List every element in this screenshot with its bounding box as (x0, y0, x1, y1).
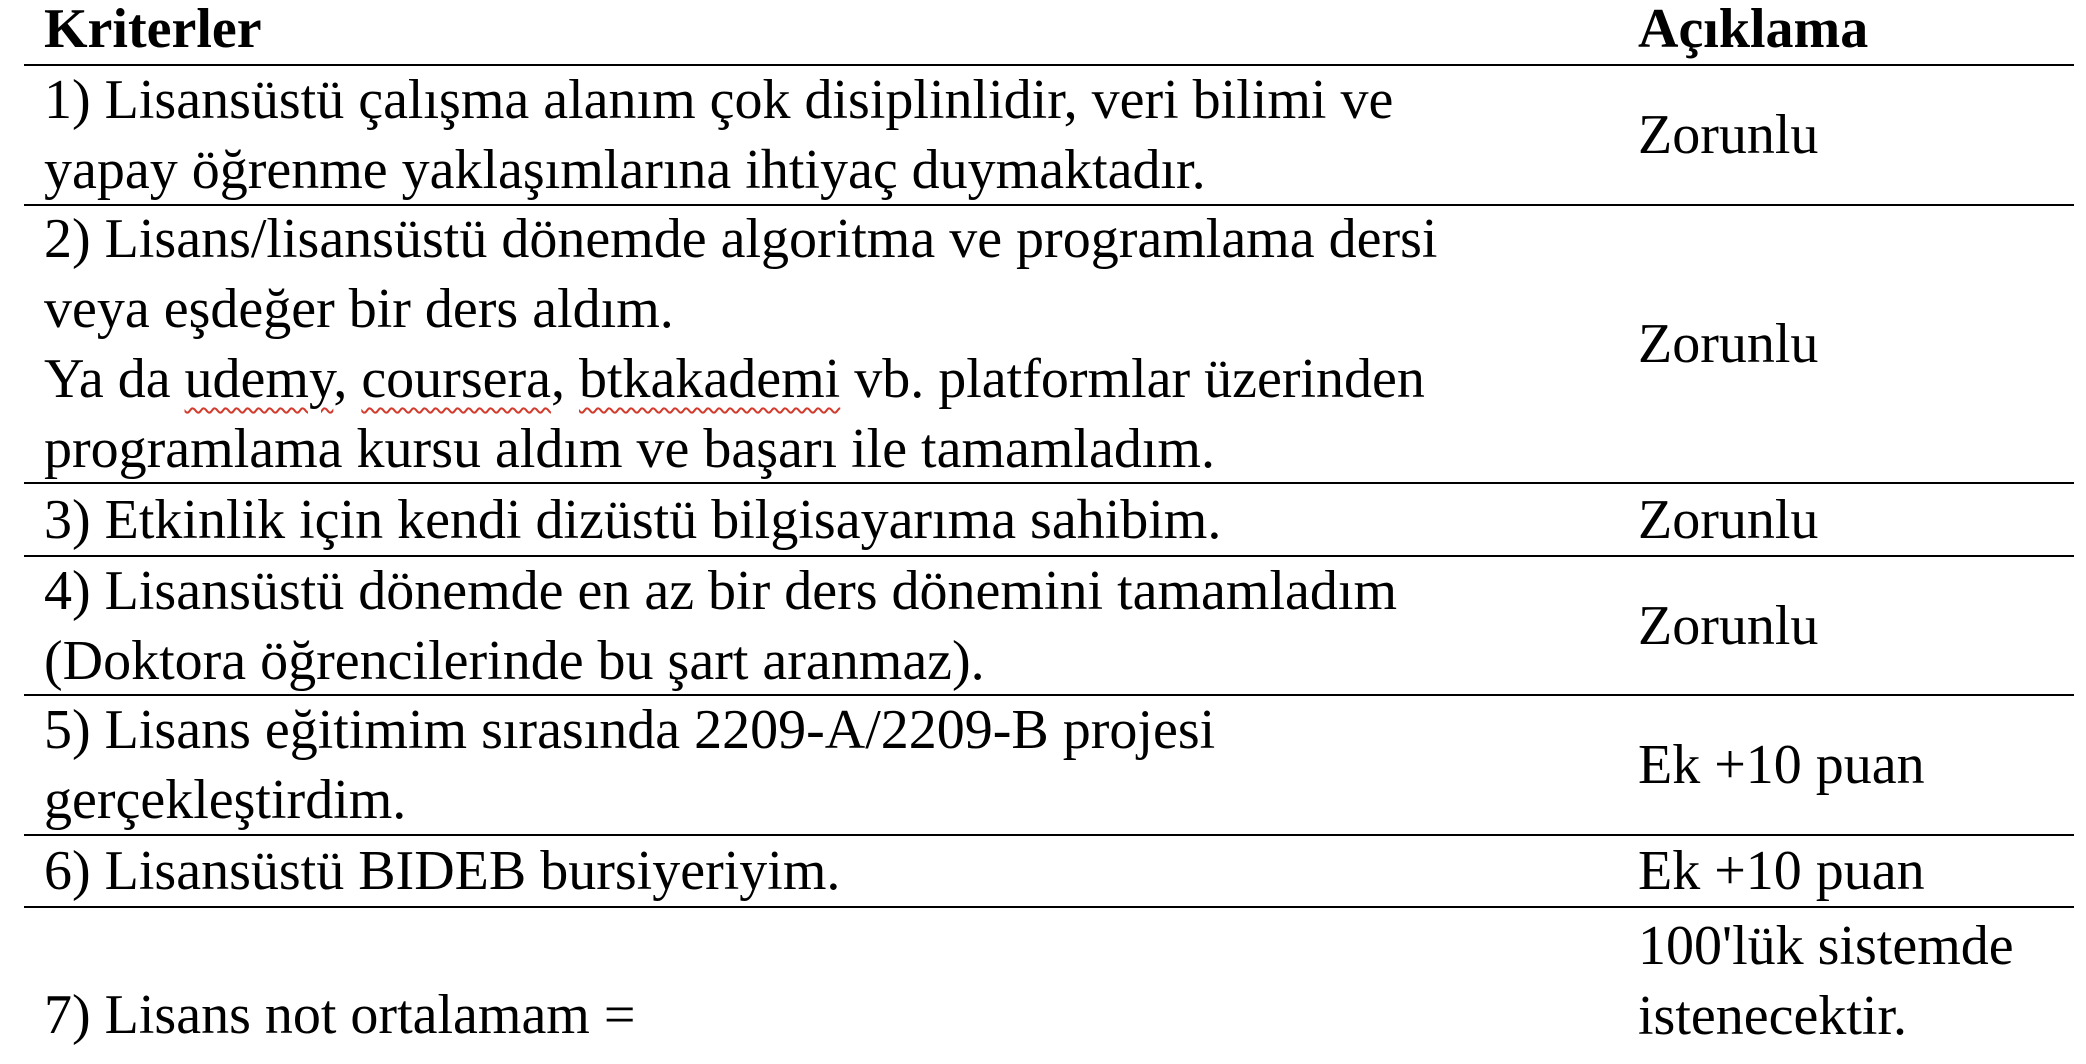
table-row (24, 484, 2074, 557)
header-description-label: Açıklama (1638, 0, 1869, 60)
criteria-cell (44, 908, 1624, 1054)
description-line: Zorunlu (1638, 104, 1819, 166)
table-row (24, 557, 2074, 696)
criteria-cell (44, 836, 1624, 906)
table-row (24, 66, 2074, 206)
description-cell (1638, 66, 2068, 204)
criteria-line: programlama kursu aldım ve başarı ile tamamladım. (44, 418, 1215, 480)
header-criteria (44, 0, 1624, 64)
text-segment: , (333, 348, 362, 410)
description-line: Zorunlu (1638, 313, 1819, 375)
description-cell (1638, 557, 2068, 694)
table-row (24, 206, 2074, 484)
criteria-line: yapay öğrenme yaklaşımlarına ihtiyaç duymaktadır. (44, 139, 1206, 201)
description-line: 100'lük sistemde (1638, 915, 2014, 977)
criteria-line: 1) Lisansüstü çalışma alanım çok disiplinlidir, veri bilimi ve (44, 69, 1394, 131)
criteria-line: 5) Lisans eğitimim sırasında 2209-A/2209-B projesi (44, 699, 1216, 761)
table-row (24, 696, 2074, 836)
criteria-cell (44, 206, 1624, 482)
criteria-cell (44, 557, 1624, 694)
description-cell (1638, 836, 2068, 906)
text-segment: , (550, 348, 579, 410)
criteria-line: 2) Lisans/lisansüstü dönemde algoritma ve programlama dersi (44, 208, 1438, 270)
criteria-line: gerçekleştirdim. (44, 769, 407, 831)
criteria-cell (44, 484, 1624, 555)
table-row (24, 908, 2074, 1054)
criteria-line: 4) Lisansüstü dönemde en az bir ders dönemini tamamladım (44, 559, 1397, 622)
table-header-row (24, 0, 2074, 66)
criteria-cell (44, 66, 1624, 204)
description-line: Zorunlu (1638, 488, 1819, 551)
criteria-line: 7) Lisans not ortalamam = (44, 984, 636, 1046)
spellcheck-word-udemy: udemy (184, 348, 334, 410)
criteria-line-platforms (44, 344, 1624, 414)
description-cell (1638, 206, 2068, 482)
header-description (1638, 0, 2068, 64)
description-cell (1638, 484, 2068, 555)
header-criteria-label: Kriterler (44, 0, 262, 60)
description-line: Ek +10 puan (1638, 840, 1925, 902)
spellcheck-word-btkakademi: btkakademi (578, 348, 841, 410)
criteria-line: (Doktora öğrencilerinde bu şart aranmaz). (44, 629, 985, 692)
description-line: Ek +10 puan (1638, 734, 1925, 796)
criteria-line: 3) Etkinlik için kendi dizüstü bilgisayarıma sahibim. (44, 488, 1222, 551)
spellcheck-word-coursera: coursera (361, 348, 551, 410)
text-segment: Ya da (44, 348, 185, 410)
criteria-line: veya eşdeğer bir ders aldım. (44, 278, 674, 340)
criteria-table (24, 0, 2074, 1054)
description-cell (1638, 908, 2068, 1054)
criteria-line: 6) Lisansüstü BIDEB bursiyeriyim. (44, 840, 841, 902)
description-line: Zorunlu (1638, 594, 1819, 657)
table-row (24, 836, 2074, 908)
text-segment: vb. platformlar üzerinden (840, 348, 1425, 410)
description-line: istenecektir. (1638, 985, 1908, 1047)
criteria-cell (44, 696, 1624, 834)
description-cell (1638, 696, 2068, 834)
